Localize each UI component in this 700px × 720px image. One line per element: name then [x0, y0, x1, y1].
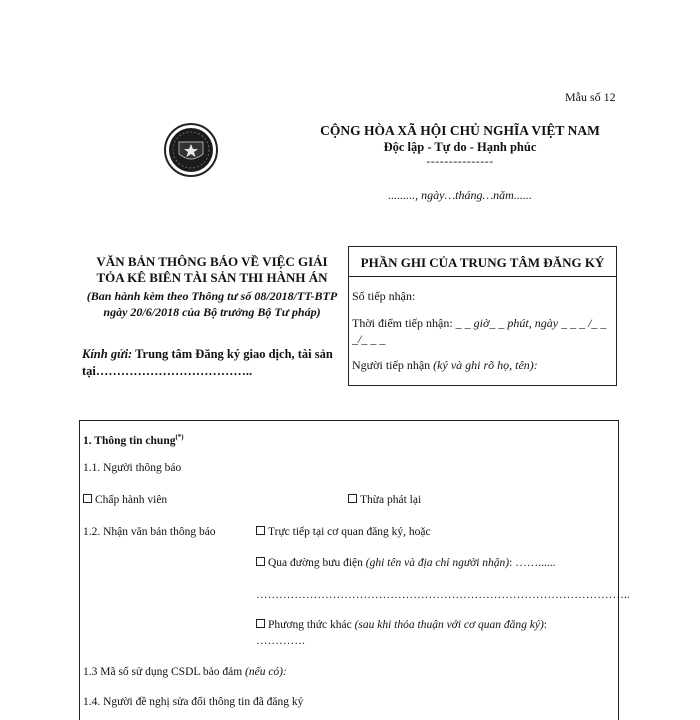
- document-legal-basis: (Ban hành kèm theo Thông tư số 08/2018/TT-BTP ngày 20/6/2018 của Bộ trưởng Bộ Tư pháp): [86, 289, 338, 319]
- delivery-post-note: (ghi tên và địa chỉ người nhận): [365, 557, 510, 569]
- delivery-direct-label: Trực tiếp tại cơ quan đăng ký, hoặc: [268, 526, 431, 538]
- bailiff-checkbox[interactable]: [348, 494, 357, 503]
- delivery-other-label: Phương thức khác: [268, 619, 352, 631]
- delivery-other-colon: :: [543, 619, 547, 631]
- database-code-field[interactable]: [83, 665, 287, 680]
- emblem-seal-icon: [162, 122, 220, 178]
- delivery-dots-line[interactable]: ……………………………………………………………………………………..: [256, 589, 630, 601]
- delivery-post-label: Qua đường bưu điện: [268, 557, 363, 569]
- delivery-post-checkbox[interactable]: [256, 557, 265, 566]
- delivery-other-note: (sau khi thỏa thuận với cơ quan đăng ký): [354, 619, 544, 631]
- option-enforcer[interactable]: [83, 493, 167, 508]
- next-item-cut: 1.4. Người đề nghị sửa đổi thông tin đã đăng ký: [83, 696, 304, 708]
- receiver-field[interactable]: [352, 357, 614, 373]
- delivery-other-checkbox[interactable]: [256, 619, 265, 628]
- registration-office-box: [348, 246, 617, 386]
- enforcer-checkbox[interactable]: [83, 494, 92, 503]
- national-motto: Độc lập - Tự do - Hạnh phúc: [383, 140, 537, 154]
- delivery-post-option[interactable]: [256, 556, 555, 571]
- delivery-other-option[interactable]: [256, 618, 547, 633]
- recipient-label: Kính gửi:: [82, 347, 133, 361]
- receipt-number-field[interactable]: Số tiếp nhận:: [352, 289, 416, 303]
- option-bailiff[interactable]: [348, 493, 421, 508]
- document-title: [82, 254, 342, 286]
- motto-separator: ---------------: [426, 154, 494, 168]
- registration-box-heading: PHẦN GHI CỦA TRUNG TÂM ĐĂNG KÝ: [349, 247, 616, 277]
- date-line: ........., ngày…tháng…năm......: [388, 188, 532, 202]
- document-title-line-1: VĂN BẢN THÔNG BÁO VỀ VIỆC GIẢI: [96, 254, 328, 269]
- delivery-label: 1.2. Nhận văn bản thông báo: [83, 526, 216, 538]
- nation-name: CỘNG HÒA XÃ HỘI CHỦ NGHĨA VIỆT NAM: [320, 123, 600, 138]
- receiver-label: Người tiếp nhận: [352, 358, 431, 372]
- database-code-note: (nếu có):: [245, 666, 287, 678]
- delivery-post-dots: : ……......: [509, 557, 556, 569]
- section-heading-text: 1. Thông tin chung: [83, 434, 176, 447]
- notifier-label: 1.1. Người thông báo: [83, 462, 182, 474]
- recipient-value: Trung tâm Đăng ký giao dịch, tài sản tại………………………………..: [82, 347, 333, 378]
- enforcer-label: Chấp hành viên: [95, 494, 168, 506]
- form-number: Mẫu số 12: [565, 90, 616, 104]
- receipt-time-label: Thời điểm tiếp nhận:: [352, 316, 453, 330]
- bailiff-label: Thừa phát lại: [360, 494, 422, 506]
- general-info-section: [79, 420, 630, 720]
- section-heading: [83, 430, 184, 449]
- database-code-label: 1.3 Mã số sử dụng CSDL bảo đảm: [83, 666, 243, 678]
- receiver-note: (ký và ghi rõ họ, tên):: [433, 358, 538, 372]
- receipt-time-value: _ _ giờ_ _ phút, ngày _ _ _ /_ _ _/_ _ _: [352, 316, 607, 346]
- delivery-direct-option[interactable]: [256, 525, 431, 540]
- delivery-direct-checkbox[interactable]: [256, 526, 265, 535]
- delivery-other-dots[interactable]: ………….: [256, 635, 305, 647]
- document-title-line-2: TỎA KÊ BIÊN TÀI SẢN THI HÀNH ÁN: [96, 270, 328, 285]
- recipient-line: [82, 346, 344, 380]
- receipt-time-field[interactable]: [352, 315, 614, 347]
- section-heading-mark: (*): [175, 433, 184, 441]
